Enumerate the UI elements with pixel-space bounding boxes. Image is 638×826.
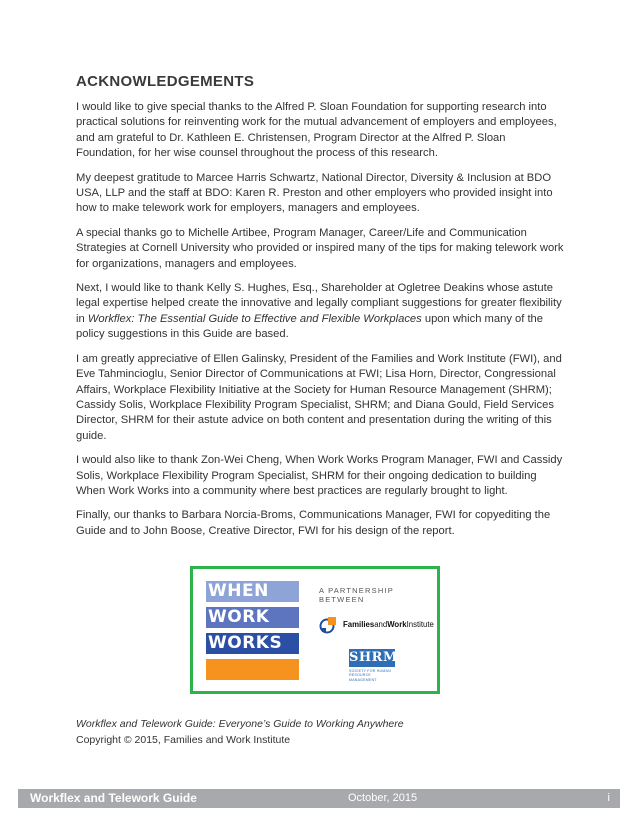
footer-page-number: i — [607, 792, 610, 804]
fwi-logo — [319, 616, 434, 634]
paragraph-text: I am greatly appreciative of Ellen Galinsky, President of the Families and Work Institute (FWI), and Eve Tahmincioglu, Senior Director of Communications at FWI; Lisa Horn, Director, Congressional Affairs, Workplace Flexibility Initiative at the Society for Human Resource Management (SHRM); Cassidy Solis, Workplace Flexibility Program Specialist, SHRM; and Diana Gould, Field Services Director, SHRM for their astute advice on both content and presentation during the writing of this guide. — [76, 352, 562, 442]
book-title: Workflex: The Essential Guide to Effective and Flexible Workplaces — [87, 312, 422, 325]
wordmark-when: WHEN — [208, 581, 269, 601]
paragraph-6 — [76, 453, 566, 499]
paragraph-text: A special thanks go to Michelle Artibee, Program Manager, Career/Life and Communication Strategies at Cornell University who provided or inspired many of the tips for making telework work for organizations, managers and employees. — [76, 226, 564, 270]
paragraph-text: upon which many of the policy suggestions in this Guide are based. — [76, 312, 544, 341]
wordmark-work: WORK — [208, 607, 270, 627]
paragraph-text: I would also like to thank Zon-Wei Cheng, When Work Works Program Manager, FWI and Cassidy Solis, Workplace Flexibility Program Specialist, SHRM for their ongoing dedication to building When Work Works into a community where best practices are regularly brought to light. — [76, 454, 563, 497]
shrm-mark: SHRM — [349, 650, 398, 665]
paragraph-1 — [76, 100, 566, 162]
shrm-tagline-line-1: SOCIETY FOR HUMAN — [349, 669, 391, 673]
wordmark-bar-work — [206, 607, 299, 628]
wordmark-works: WORKS — [208, 633, 283, 653]
paragraph-5 — [76, 352, 566, 444]
partnership-logo-box — [190, 566, 440, 694]
paragraph-4 — [76, 281, 566, 343]
shrm-tagline-line-2: RESOURCE MANAGEMENT — [349, 673, 377, 682]
partnership-label: A PARTNERSHIP BETWEEN — [319, 586, 394, 604]
publication-title: Workflex and Telework Guide: Everyone’s Guide to Working Anywhere — [76, 718, 404, 730]
paragraph-text: My deepest gratitude to Marcee Harris Schwartz, National Director, Diversity & Inclusion at BDO USA, LLP and the staff at BDO: Karen R. Preston and other employers who provided insight into how to make telework work for employers, managers and employees. — [76, 171, 553, 215]
page-footer — [18, 789, 620, 808]
fwi-emblem-icon — [319, 616, 341, 634]
shrm-logo — [349, 649, 399, 685]
shrm-tagline — [349, 669, 399, 682]
paragraph-2 — [76, 171, 566, 217]
footer-date: October, 2015 — [348, 792, 418, 804]
publication-credit — [76, 717, 404, 748]
wordmark-bar-when — [206, 581, 299, 602]
copyright-notice: Copyright © 2015, Families and Work Institute — [76, 733, 291, 746]
footer-title: Workflex and Telework Guide — [30, 791, 197, 805]
page-heading: ACKNOWLEDGEMENTS — [76, 73, 255, 90]
fwi-name-work: Work — [387, 620, 407, 629]
fwi-name-institute: Institute — [406, 620, 434, 629]
paragraph-text: Finally, our thanks to Barbara Norcia-Broms, Communications Manager, FWI for copyediting the Guide and to John Boose, Creative Director, FWI for his design of the report. — [76, 509, 551, 537]
main-content — [76, 73, 566, 548]
fwi-name — [343, 620, 434, 629]
wordmark-bar-works — [206, 633, 299, 654]
paragraph-text: I would like to give special thanks to the Alfred P. Sloan Foundation for supporting research into practical solutions for reinventing work for the mutual advancement of employers and employees, and am grateful to Dr. Kathleen E. Christensen, Program Director at the Alfred P. Sloan Foundation, for her wise counsel throughout the process of this research. — [76, 101, 557, 160]
wordmark-bar-orange — [206, 659, 299, 680]
fwi-name-families: Families — [343, 620, 375, 629]
paragraph-3 — [76, 226, 566, 272]
fwi-name-and: and — [374, 620, 388, 629]
paragraph-text: Next, I would like to thank Kelly S. Hughes, Esq., Shareholder at Ogletree Deakins whose astute legal expertise helped create the innovative and legally compliant suggestions for greater flexibility in — [76, 282, 562, 325]
paragraph-7 — [76, 508, 566, 539]
